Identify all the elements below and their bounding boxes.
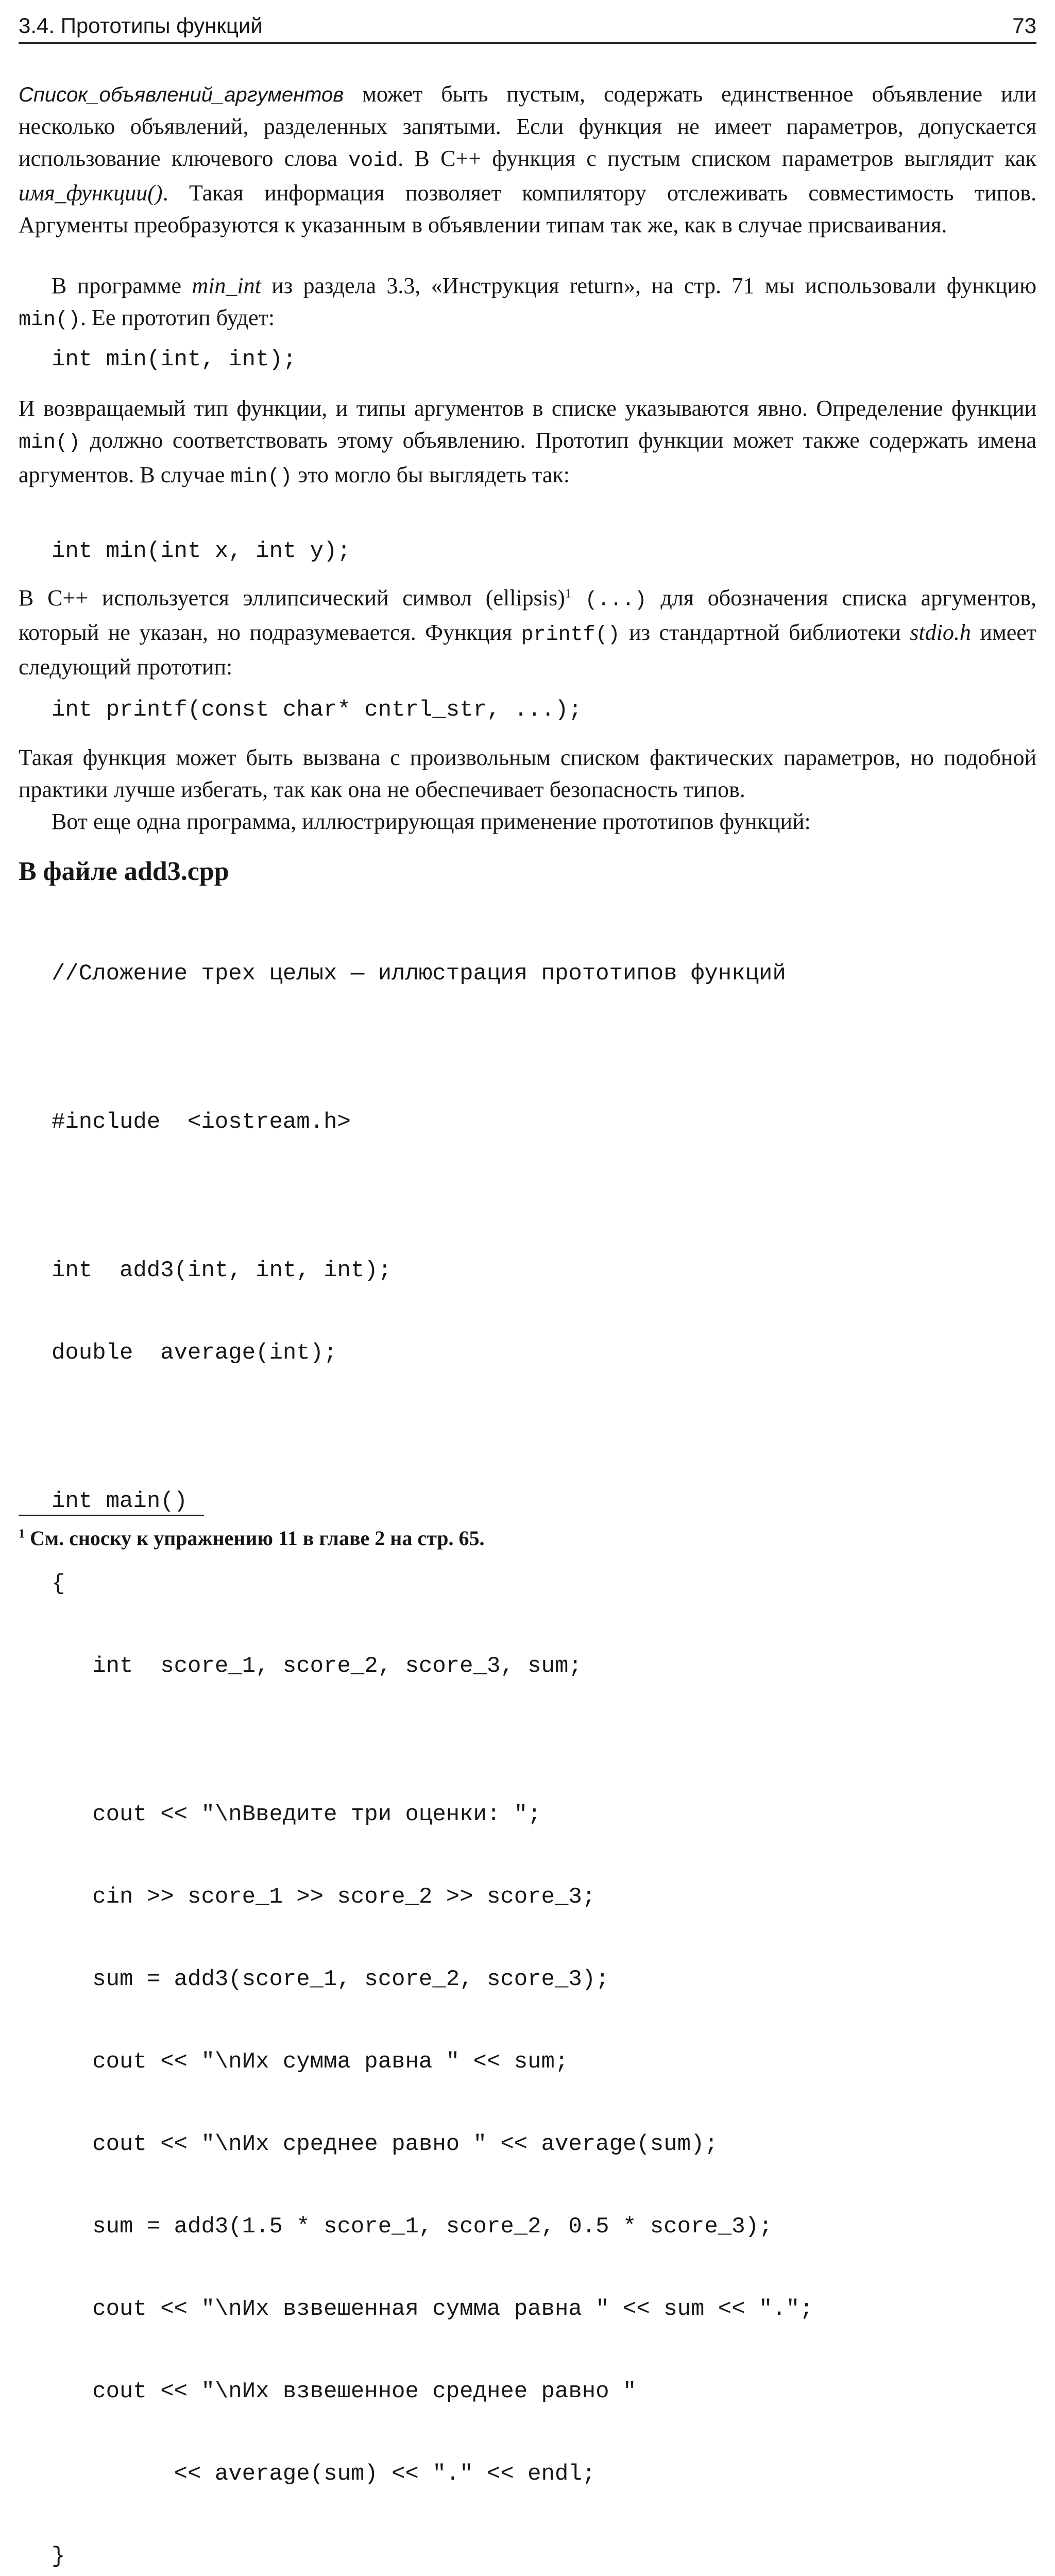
- para1-text-c: . Такая информация позволяет компилятору отслеживать совместимость типов. Аргументы преобразуются к указанным в объявлении типам так же, как в случае присваивания.: [19, 180, 1036, 238]
- paragraph-min-int: [19, 270, 1036, 336]
- para3-text-a: И возвращаемый тип функции, и типы аргументов в списке указываются явно. Определение функции: [19, 396, 1036, 421]
- code-line: cout << "\nВведите три оценки: ";: [52, 1802, 541, 1827]
- paragraph-return-type: [19, 393, 1036, 494]
- code-line: << average(sum) << "." << endl;: [52, 2461, 596, 2487]
- code-line: #include <iostream.h>: [52, 1109, 351, 1135]
- code-line: int score_1, score_2, score_3, sum;: [52, 1653, 582, 1679]
- footnote-text: См. сноску к упражнению 11 в главе 2 на стр. 65.: [30, 1527, 485, 1550]
- footnote-rule: [19, 1515, 204, 1516]
- code-line: sum = add3(1.5 * score_1, score_2, 0.5 * score_3);: [52, 2214, 773, 2240]
- footnote-mark: 1: [19, 1527, 25, 1541]
- para4-text-d: имеет следующий прототип:: [19, 620, 1037, 680]
- para4-text-c: из стандартной библиотеки: [620, 620, 910, 645]
- para1-text-b: . В C++ функция с пустым списком параметров выглядит как: [398, 146, 1036, 171]
- paragraph-ellipsis: [19, 582, 1036, 683]
- code-line: cout << "\nИх взвешенное среднее равно ": [52, 2379, 637, 2404]
- paragraph-type-safety: Такая функция может быть вызвана с произвольным списком фактических параметров, но подобной практики лучше избегать, так как она не обеспечивает безопасность типов.: [19, 745, 1036, 802]
- code-line: //Сложение трех целых — иллюстрация прототипов функций: [52, 961, 786, 987]
- para2-text-a: В программе: [52, 273, 192, 298]
- code-line: int add3(int, int, int);: [52, 1258, 392, 1283]
- code-line: double average(int);: [52, 1340, 337, 1366]
- empty-form: имя_функции(): [19, 180, 163, 206]
- paragraph-another-program: Вот еще одна программа, иллюстрирующая применение прототипов функций:: [52, 809, 811, 834]
- code-listing: [52, 907, 813, 2576]
- keyword-void: void: [348, 149, 398, 173]
- running-header: [19, 11, 1036, 44]
- para3-text-c: это могло бы выглядеть так:: [292, 462, 570, 487]
- footnote-ref: 1: [565, 587, 571, 601]
- code-line-3: int printf(const char* cntrl_str, ...);: [52, 697, 582, 723]
- code-line-2: int min(int x, int y);: [52, 538, 351, 564]
- para2-text-c: . Ее прототип будет:: [80, 305, 275, 330]
- para4-text-b: для обозначения списка аргументов, который не указан, но подразумевается. Функция: [19, 585, 1037, 645]
- file-heading: В файле add3.cpp: [19, 857, 229, 886]
- term-argument-list: Список_объявлений_аргументов: [19, 83, 344, 106]
- code-line: {: [52, 1571, 65, 1597]
- code-line: sum = add3(score_1, score_2, score_3);: [52, 1967, 609, 1992]
- header-section-title: 3.4. Прототипы функций: [19, 13, 263, 38]
- code-line: int main(): [52, 1488, 188, 1514]
- code-line: cout << "\nИх сумма равна " << sum;: [52, 2049, 569, 2075]
- program-name: min_int: [192, 273, 261, 298]
- para1-text-a: может быть пустым, содержать единственное объявление или несколько объявлений, разделенных запятыми. Если функция не имеет параметров, допускается использование ключевого слова: [19, 81, 1036, 171]
- para4-text-a: В C++ используется эллипсический символ (ellipsis): [19, 585, 565, 611]
- ellipsis-symbol: (...): [585, 589, 647, 612]
- code-line: cin >> score_1 >> score_2 >> score_3;: [52, 1884, 596, 1910]
- para2-text-b: из раздела 3.3, «Инструкция return», на стр. 71 мы использовали функцию: [261, 273, 1037, 298]
- func-printf: printf(): [521, 623, 620, 647]
- page-number: 73: [1012, 13, 1036, 38]
- paragraph-arguments-list: [19, 78, 1036, 241]
- func-min: min(): [19, 309, 81, 332]
- code-line: cout << "\nИх среднее равно " << average(sum);: [52, 2131, 718, 2157]
- code-line: }: [52, 2544, 65, 2569]
- func-min-3: min(): [230, 466, 293, 489]
- para3-text-b: должно соответствовать этому объявлению. Прототип функции может также содержать имена аргументов. В случае: [19, 428, 1036, 487]
- lib-stdio: stdio.h: [910, 620, 971, 645]
- func-min-2: min(): [19, 431, 81, 454]
- code-line: cout << "\nИх взвешенная сумма равна " << sum << ".";: [52, 2296, 813, 2322]
- footnote: [19, 1526, 484, 1550]
- code-line-1: int min(int, int);: [52, 347, 297, 372]
